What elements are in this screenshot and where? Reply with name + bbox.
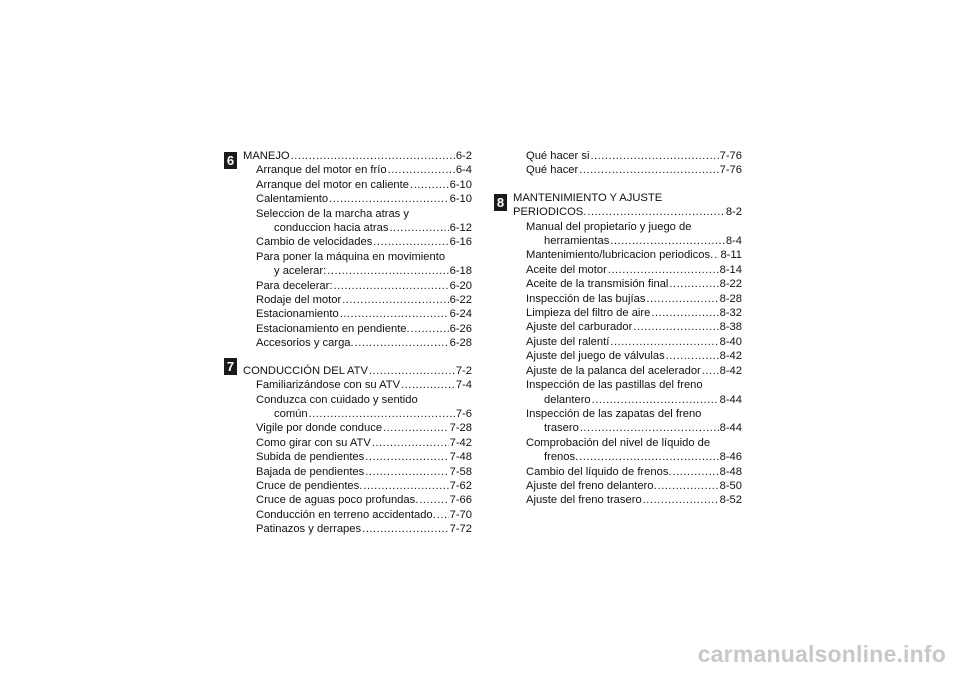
toc-entry-text: herramientas — [544, 235, 610, 248]
toc-entry[interactable] — [513, 479, 742, 493]
toc-entry[interactable] — [513, 292, 742, 306]
toc-entry-line1: Inspección de las zapatas del freno — [526, 407, 702, 420]
toc-page: 7-6 — [455, 407, 472, 420]
toc-page: 6-28 — [449, 337, 472, 350]
toc-page: 6-12 — [449, 222, 472, 235]
toc-page: 7-76 — [719, 150, 742, 162]
toc-entry[interactable] — [243, 508, 472, 522]
toc-entry-text: frenos. — [544, 451, 579, 464]
toc-entry-text: Ajuste del freno trasero — [526, 494, 642, 507]
toc-page: 6-20 — [449, 279, 472, 292]
toc-page: 8-46 — [719, 451, 742, 464]
toc-entry[interactable] — [243, 279, 472, 293]
toc-entry-text: Aceite del motor — [526, 263, 607, 276]
toc-entry[interactable] — [243, 307, 472, 321]
toc-page: 6-4 — [455, 164, 472, 177]
toc-entry-text: Ajuste del freno delantero. — [526, 479, 657, 492]
toc-entry-text: Ajuste del carburador — [526, 321, 633, 334]
toc-entry-text: Mantenimiento/lubricacion periodicos. — [526, 249, 714, 262]
toc-page: 8-50 — [719, 479, 742, 492]
toc-entry[interactable] — [243, 465, 472, 479]
toc-entry[interactable] — [243, 522, 472, 536]
toc-entry-text: Ajuste del ralentí — [526, 335, 610, 348]
toc-entry[interactable] — [243, 192, 472, 206]
toc-entry[interactable] — [513, 277, 742, 291]
toc-entry[interactable] — [513, 306, 742, 320]
toc-page: 6-24 — [449, 308, 472, 321]
toc-entry-text: y acelerar: — [274, 265, 327, 278]
toc-entry[interactable] — [513, 248, 742, 262]
toc-entry-text: Como girar con su ATV — [256, 436, 371, 449]
toc-entry-text: Ajuste del juego de válvulas — [526, 350, 665, 363]
toc-page: 6-16 — [449, 236, 472, 249]
toc-entry-text: Subida de pendientes — [256, 451, 365, 464]
toc-entry-text: Estacionamiento en pendiente. — [256, 322, 410, 335]
toc-page: 8-52 — [719, 494, 742, 507]
toc-entry-text: Qué hacer — [526, 164, 579, 177]
toc-list-s7 — [243, 378, 472, 536]
toc-entry-text: Qué hacer si — [526, 150, 590, 162]
toc-entry[interactable] — [243, 393, 472, 422]
toc-right-column — [513, 149, 742, 508]
toc-page: 6-10 — [449, 193, 472, 206]
toc-page: 7-62 — [449, 479, 472, 492]
toc-entry[interactable] — [513, 378, 742, 407]
toc-entry-text: Patinazos y derrapes — [256, 523, 362, 536]
toc-heading-conduccion[interactable] — [243, 364, 472, 378]
toc-entry[interactable] — [243, 178, 472, 192]
toc-list-s6 — [243, 163, 472, 350]
toc-entry-text: trasero — [544, 422, 579, 435]
toc-page: 8-42 — [719, 350, 742, 363]
toc-entry[interactable] — [513, 220, 742, 249]
toc-page: 7-4 — [455, 379, 472, 392]
toc-entry-text: Cambio de velocidades — [256, 236, 373, 249]
toc-entry-text: Calentamiento — [256, 193, 329, 206]
toc-heading-mantenimiento[interactable] — [513, 191, 742, 220]
toc-entry-text: Cruce de pendientes. — [256, 479, 363, 492]
toc-entry-text: Rodaje del motor — [256, 294, 342, 307]
toc-entry[interactable] — [243, 421, 472, 435]
toc-entry-text: Conducción en terreno accidentado. — [256, 508, 436, 521]
toc-page: 7-28 — [449, 422, 472, 435]
toc-page: 7-76 — [719, 164, 742, 177]
toc-page: 6-10 — [449, 178, 472, 191]
toc-entry-text: Inspección de las bujías — [526, 292, 646, 305]
toc-entry[interactable] — [513, 465, 742, 479]
toc-entry[interactable] — [513, 493, 742, 507]
toc-entry[interactable] — [513, 407, 742, 436]
toc-entry-line1: Comprobación del nivel de líquido de — [526, 436, 711, 449]
toc-entry[interactable] — [513, 163, 742, 177]
toc-entry-text: Arranque del motor en caliente — [256, 178, 409, 191]
toc-entry[interactable] — [513, 263, 742, 277]
toc-page: 6-22 — [449, 294, 472, 307]
toc-list-s7-cont — [513, 149, 742, 178]
toc-entry-text: Cambio del líquido de frenos. — [526, 465, 672, 478]
toc-entry-line1: Inspección de las pastillas del freno — [526, 379, 703, 392]
toc-page: 6-18 — [449, 265, 472, 278]
toc-entry[interactable] — [243, 163, 472, 177]
toc-entry[interactable] — [513, 335, 742, 349]
toc-entry[interactable] — [243, 336, 472, 350]
toc-page: 7-72 — [449, 523, 472, 536]
toc-page: 7-66 — [449, 494, 472, 507]
toc-entry[interactable] — [513, 436, 742, 465]
toc-entry-line1: Para poner la máquina en movimiento — [256, 250, 446, 263]
toc-entry-line1: Seleccion de la marcha atras y — [256, 207, 409, 220]
toc-entry[interactable] — [243, 250, 472, 279]
toc-entry[interactable] — [243, 207, 472, 236]
toc-page: 8-11 — [720, 249, 742, 262]
toc-heading-line1: MANTENIMIENTO Y AJUSTE — [513, 191, 663, 204]
toc-entry[interactable] — [513, 349, 742, 363]
toc-entry-text: Ajuste de la palanca del acelerador — [526, 364, 701, 377]
section-badge-6: 6 — [224, 152, 237, 169]
section-badge-8: 8 — [494, 194, 507, 211]
toc-page: 8-4 — [725, 235, 742, 248]
toc-entry[interactable] — [243, 322, 472, 336]
toc-heading-text: MANEJO — [243, 150, 290, 162]
toc-page: 8-38 — [719, 321, 742, 334]
toc-page: 8-42 — [719, 364, 742, 377]
toc-page: 6-26 — [449, 322, 472, 335]
toc-entry-text: Vigile por donde conduce — [256, 422, 383, 435]
toc-page: 8-22 — [719, 278, 742, 291]
toc-list-s8 — [513, 220, 742, 508]
toc-page: 7-48 — [449, 451, 472, 464]
toc-entry-text: Aceite de la transmisión final — [526, 278, 669, 291]
toc-heading-text: PERIODICOS. — [513, 206, 587, 219]
toc-entry-text: común — [274, 407, 308, 420]
toc-entry-text: Arranque del motor en frío — [256, 164, 387, 177]
toc-entry[interactable] — [243, 479, 472, 493]
toc-entry[interactable] — [513, 320, 742, 334]
toc-entry[interactable] — [513, 364, 742, 378]
toc-entry[interactable] — [243, 378, 472, 392]
section-badge-7: 7 — [224, 358, 237, 375]
toc-page: 8-28 — [719, 292, 742, 305]
watermark: carmanualsonline.info — [697, 641, 946, 667]
toc-entry[interactable] — [243, 436, 472, 450]
toc-page: 8-14 — [719, 263, 742, 276]
toc-entry[interactable] — [513, 149, 742, 163]
toc-entry-text: Limpieza del filtro de aire — [526, 307, 651, 320]
toc-page: 8-44 — [719, 393, 742, 406]
toc-page: 8-32 — [719, 307, 742, 320]
toc-heading-text: CONDUCCIÓN DEL ATV — [243, 364, 368, 377]
toc-page: 7-58 — [449, 465, 472, 478]
toc-page: 8-44 — [719, 422, 742, 435]
toc-entry-text: Cruce de aguas poco profundas. — [256, 494, 419, 507]
toc-entry-text: Accesorios y carga. — [256, 337, 354, 350]
toc-page: 8-2 — [725, 206, 742, 219]
toc-entry[interactable] — [243, 293, 472, 307]
toc-entry-line1: Conduzca con cuidado y sentido — [256, 393, 418, 406]
toc-entry-line1: Manual del propietario y juego de — [526, 220, 692, 233]
toc-entry[interactable] — [243, 493, 472, 507]
toc-entry[interactable] — [243, 450, 472, 464]
toc-entry-text: Para decelerar: — [256, 279, 333, 292]
toc-entry-text: Familiarizándose con su ATV — [256, 379, 401, 392]
toc-entry[interactable] — [243, 235, 472, 249]
toc-page: 8-40 — [719, 335, 742, 348]
toc-page: 7-70 — [449, 508, 472, 521]
toc-entry-text: conduccion hacia atras — [274, 222, 389, 235]
toc-page: 8-48 — [719, 465, 742, 478]
toc-entry-text: Bajada de pendientes — [256, 465, 365, 478]
toc-entry-text: delantero — [544, 393, 591, 406]
toc-heading-manejo[interactable] — [243, 149, 472, 163]
toc-page: 7-42 — [449, 436, 472, 449]
toc-entry-text: Estacionamiento — [256, 308, 339, 321]
toc-page: 6-2 — [455, 150, 472, 162]
toc-page: 7-2 — [455, 364, 472, 377]
toc-left-column — [243, 149, 472, 537]
